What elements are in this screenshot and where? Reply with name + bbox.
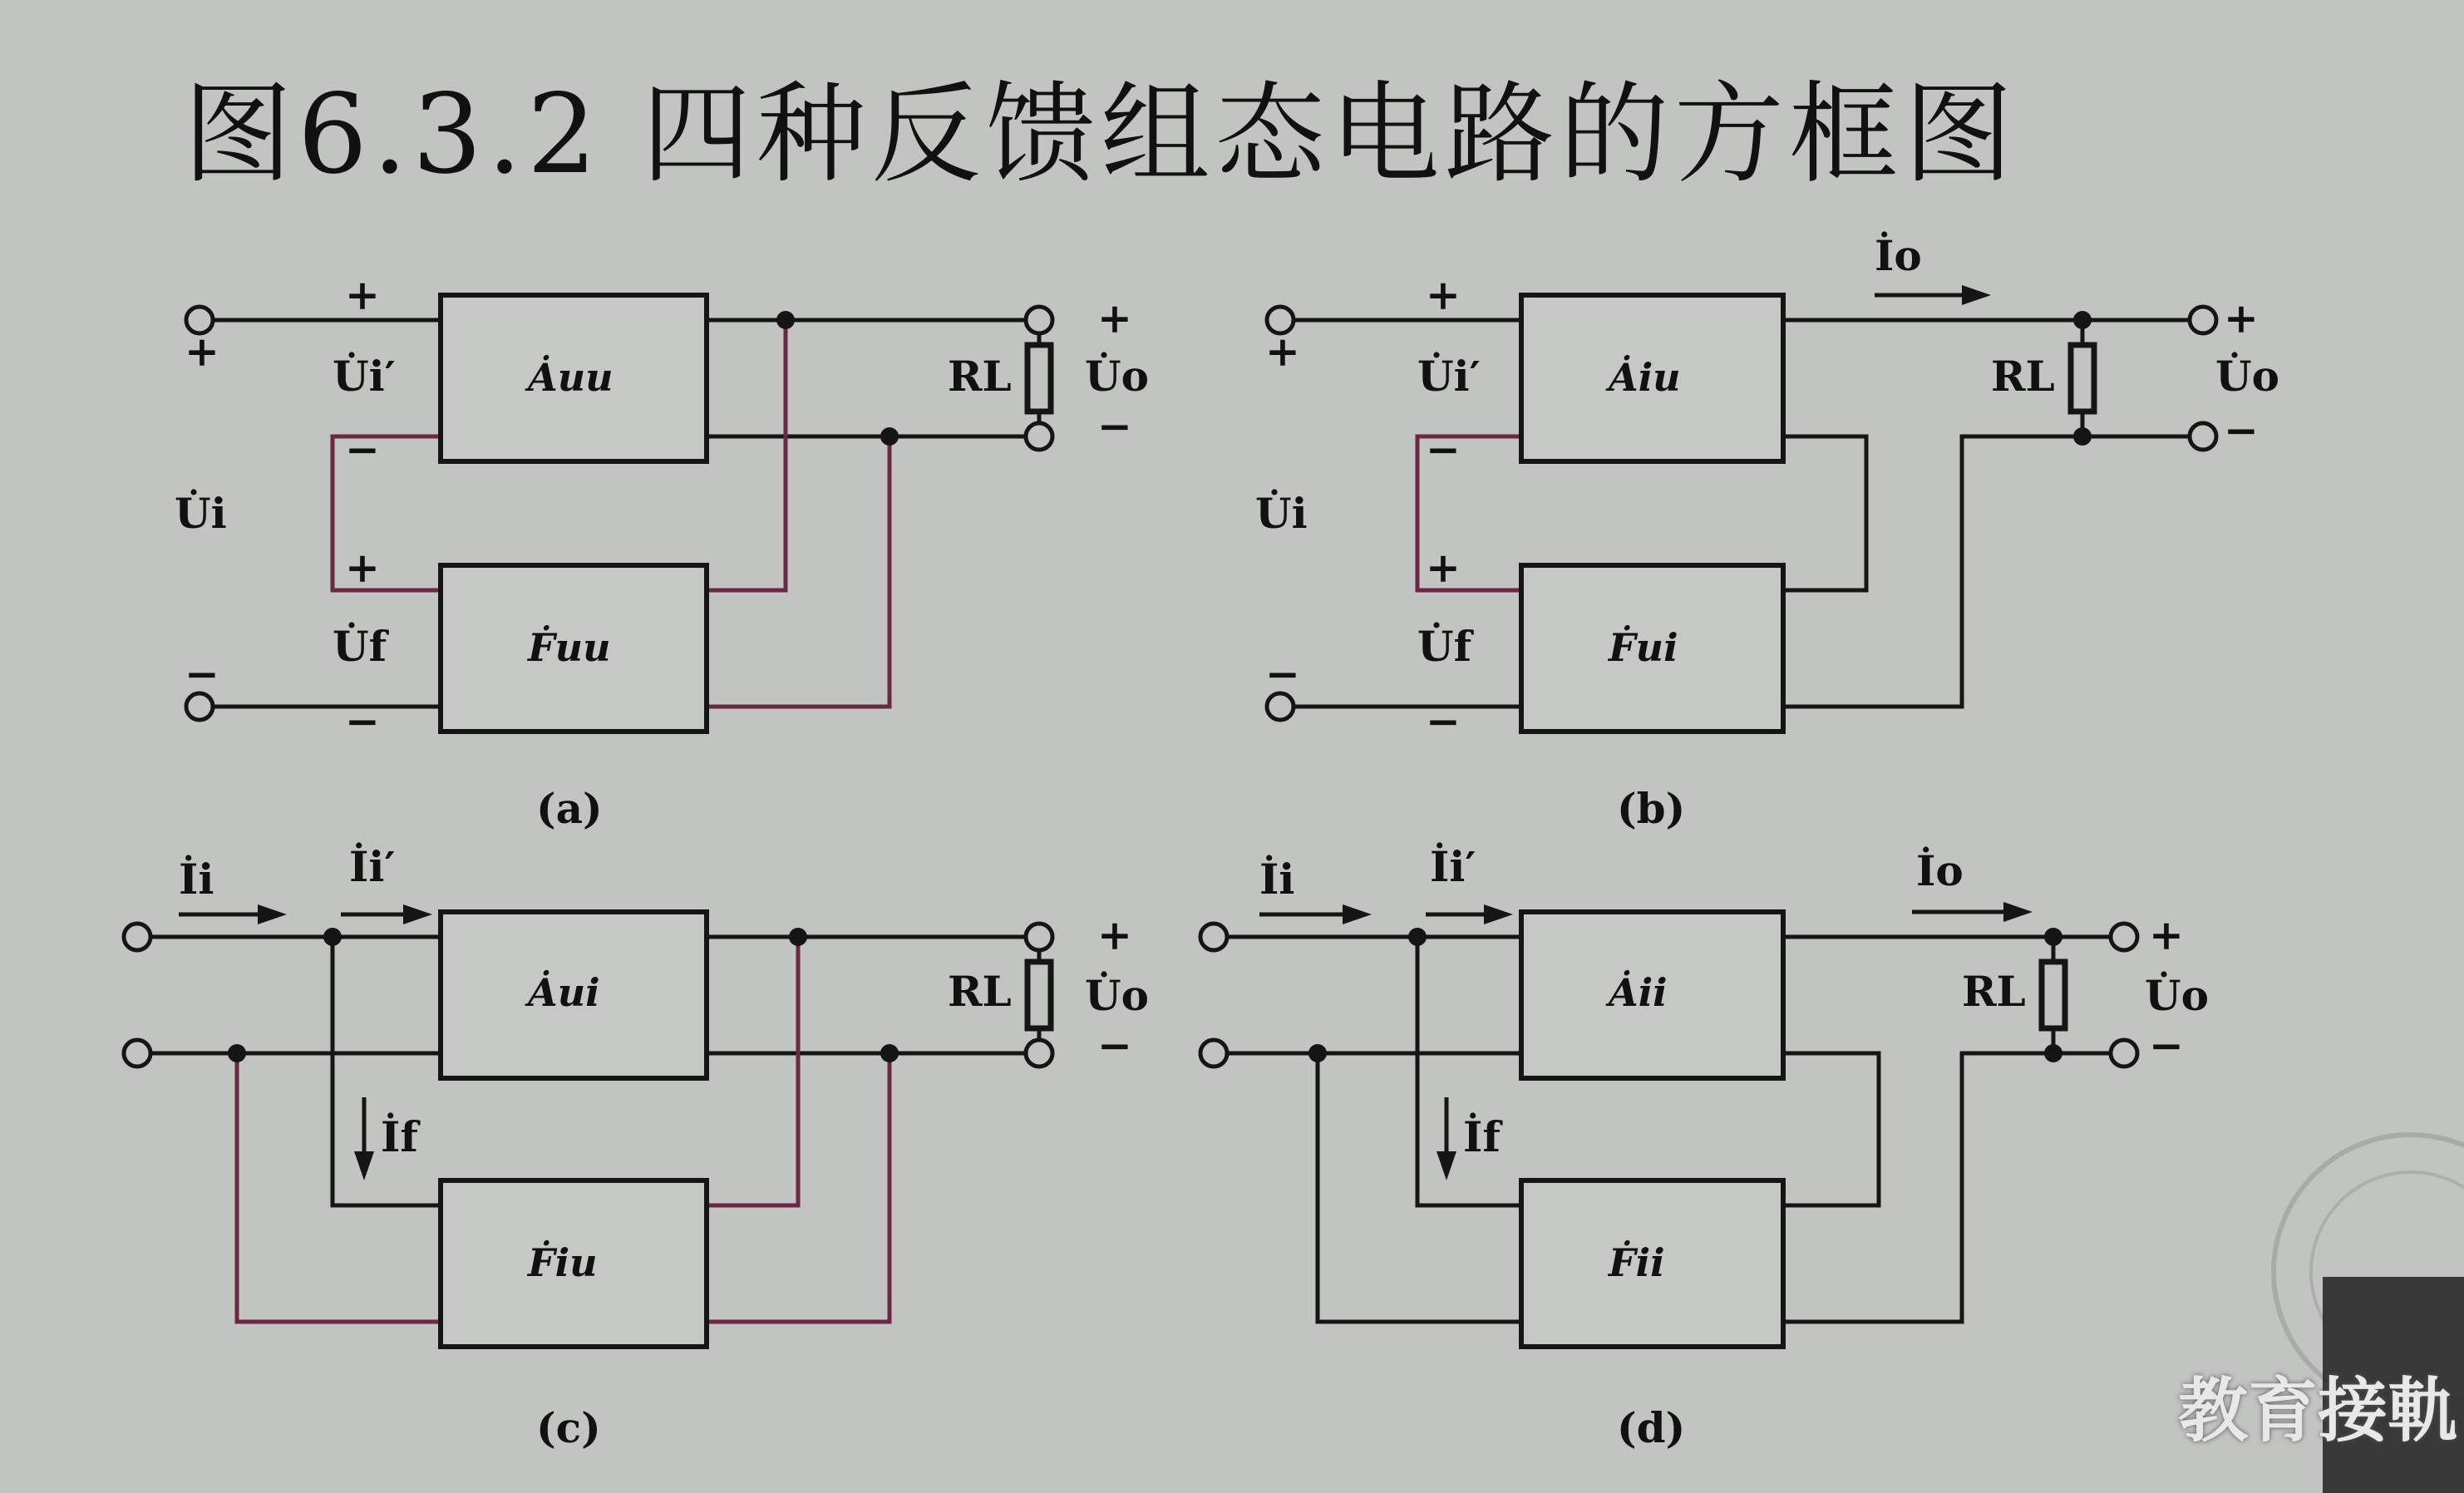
panel-d <box>1200 841 2209 1452</box>
net-input-current-label: İi′ <box>1430 842 1476 891</box>
output-terminal <box>1026 423 1052 450</box>
plus-sign: + <box>2149 910 2184 959</box>
minus-sign: − <box>1097 1021 1132 1070</box>
amp-block-label: Ȧuu <box>528 355 614 400</box>
panel-c <box>124 841 1149 1452</box>
junction-dot <box>1408 928 1427 946</box>
feedback-voltage-label: U̇f <box>333 622 387 671</box>
output-terminal <box>1026 1040 1052 1067</box>
plus-sign: + <box>1265 327 1300 376</box>
load-resistor <box>1027 962 1051 1028</box>
caption-c: (c) <box>536 1403 601 1452</box>
minus-sign: − <box>2149 1021 2184 1070</box>
output-terminal <box>1026 307 1052 333</box>
plus-sign: + <box>1097 293 1132 342</box>
output-voltage-label: U̇o <box>2145 971 2209 1020</box>
plus-sign: + <box>2224 293 2259 342</box>
panel-b <box>1255 230 2279 833</box>
panel-a <box>175 270 1149 833</box>
fb-block-label: Ḟii <box>1609 1240 1665 1285</box>
output-terminal <box>2190 423 2216 450</box>
output-voltage-label: U̇o <box>2215 352 2279 401</box>
junction-dot <box>1308 1044 1327 1062</box>
caption-b: (b) <box>1617 784 1686 833</box>
fb-block-label: Ḟiu <box>528 1240 598 1285</box>
caption-a: (a) <box>536 784 603 833</box>
junction-dot <box>2073 311 2092 329</box>
output-current-label: İo <box>1916 846 1964 895</box>
minus-sign: − <box>1426 425 1461 474</box>
output-terminal <box>2190 307 2216 333</box>
input-terminal <box>124 924 150 950</box>
output-voltage-label: U̇o <box>1085 352 1149 401</box>
input-terminal <box>124 1040 150 1067</box>
net-input-current-label: İi′ <box>349 842 396 891</box>
input-terminal <box>1200 924 1227 950</box>
input-current-label: İi <box>1259 855 1295 904</box>
output-voltage-label: U̇o <box>1085 971 1149 1020</box>
amp-block-label: Ȧii <box>1609 970 1668 1015</box>
minus-sign: − <box>1097 402 1132 451</box>
load-resistor <box>2042 962 2065 1028</box>
page-title: 图6.3.2 四种反馈组态电路的方框图 <box>183 71 2018 199</box>
junction-dot <box>789 928 807 946</box>
input-current-label: İi <box>179 855 214 904</box>
plus-sign: + <box>185 327 219 376</box>
load-label: RL <box>1991 352 2055 401</box>
load-label: RL <box>948 967 1012 1016</box>
plus-sign: + <box>1097 910 1132 959</box>
junction-dot <box>2073 427 2092 446</box>
net-input-label: U̇i′ <box>333 352 396 401</box>
output-current-label: İo <box>1875 231 1922 280</box>
output-terminal <box>2111 1040 2137 1067</box>
junction-dot <box>2044 1044 2062 1062</box>
input-voltage-label: U̇i <box>1255 489 1308 538</box>
junction-dot <box>776 311 795 329</box>
plus-sign: + <box>1426 543 1461 592</box>
feedback-current-label: İf <box>1463 1112 1501 1161</box>
minus-sign: − <box>2224 406 2259 455</box>
output-terminal <box>1026 924 1052 950</box>
feedback-voltage-label: U̇f <box>1417 622 1472 671</box>
minus-sign: − <box>185 649 219 698</box>
fb-block-label: Ḟui <box>1609 625 1678 670</box>
plus-sign: + <box>345 270 380 319</box>
amp-block-label: Ȧui <box>528 970 600 1015</box>
amp-block-label: Ȧiu <box>1609 355 1681 400</box>
output-terminal <box>2111 924 2137 950</box>
plus-sign: + <box>345 543 380 592</box>
load-label: RL <box>1962 967 2026 1016</box>
input-terminal <box>1200 1040 1227 1067</box>
junction-dot <box>880 427 899 446</box>
input-voltage-label: U̇i <box>175 489 227 538</box>
net-input-label: U̇i′ <box>1417 352 1481 401</box>
load-resistor <box>1027 345 1051 411</box>
fb-block-label: Ḟuu <box>528 625 611 670</box>
junction-dot <box>880 1044 899 1062</box>
minus-sign: − <box>345 425 380 474</box>
junction-dot <box>228 1044 246 1062</box>
plus-sign: + <box>1426 270 1461 319</box>
feedback-current-label: İf <box>381 1112 418 1161</box>
minus-sign: − <box>1426 697 1461 746</box>
load-resistor <box>2071 345 2094 411</box>
minus-sign: − <box>345 697 380 746</box>
minus-sign: − <box>1265 649 1300 698</box>
watermark-text: 教育接軌 <box>2178 1370 2458 1451</box>
junction-dot <box>2044 928 2062 946</box>
caption-d: (d) <box>1617 1403 1686 1452</box>
load-label: RL <box>948 352 1012 401</box>
junction-dot <box>323 928 342 946</box>
